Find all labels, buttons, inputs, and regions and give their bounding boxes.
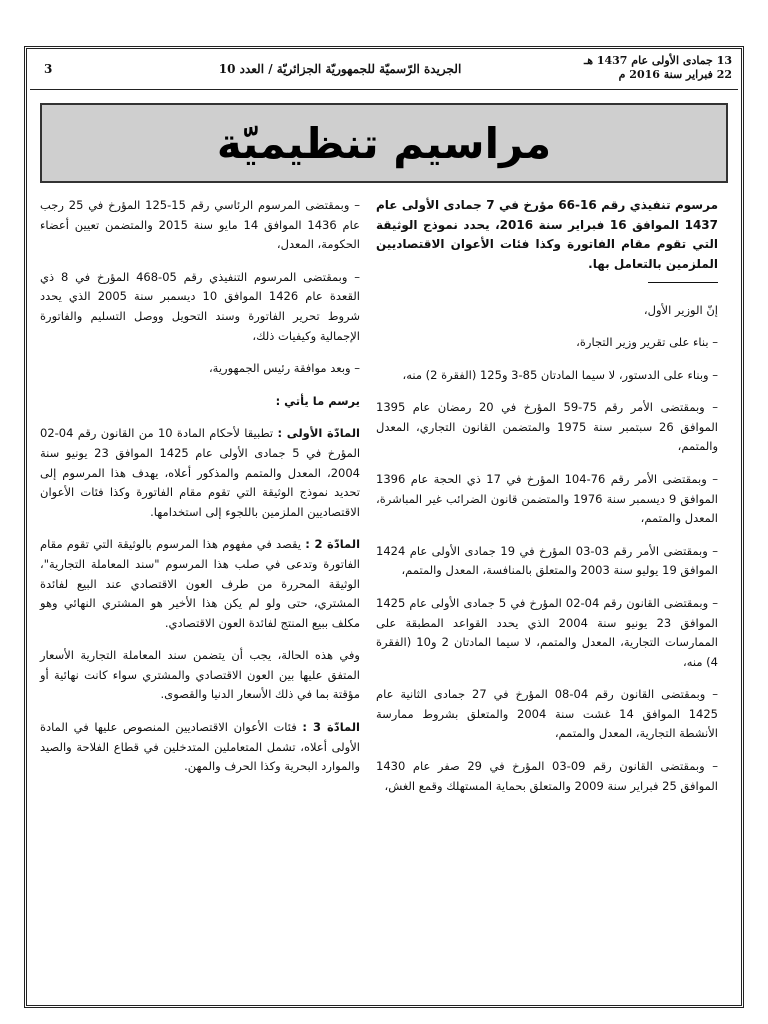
section-title: مراسيم تنظيميّة [216,118,552,168]
visa-paragraph: – وبمقتضى المرسوم التنفيذي رقم 05-468 المؤرخ في 8 ذي القعدة عام 1426 الموافق 10 ديسمبر سنة 2005 الذي يحدد شروط تحرير الفاتورة وسند التحويل ووصل التسليم والفاتورة الإجمالية وكيفيات ذلك، [40,269,360,343]
decrees-heading: يرسم ما يأتي : [275,393,360,408]
prime-minister-line: إنّ الوزير الأول، [643,303,718,318]
right-column [376,196,718,809]
visa-paragraph: – وبمقتضى الأمر رقم 75-59 المؤرخ في 20 رمضان عام 1395 الموافق 26 سبتمبر سنة 1975 والمتضمن القانون التجاري، المعدل والمتمم، [376,400,718,454]
article-label: المادّة 3 : [302,720,361,735]
article-text: فئات الأعوان الاقتصاديين المنصوص عليها في المادة الأولى أعلاه، تشمل المتعاملين المتدخلين في قطاع الفلاحة والصيد والموارد البحرية وكذا الحرف والمهن. [40,720,360,774]
visa-paragraph: – وبمقتضى القانون رقم 04-08 المؤرخ في 27 جمادى الثانية عام 1425 الموافق 14 غشت سنة 2004 والمتعلق بشروط ممارسة الأنشطة التجارية، المعدل والمتمم، [376,687,718,741]
title-separator [648,282,718,283]
article-paragraph [40,424,360,522]
article-text: يقصد في مفهوم هذا المرسوم بالوثيقة التي تقوم مقام الفاتورة وتدعى في صلب هذا المرسوم "سند المعاملة التجارية"، الوثيقة المحررة من طرف العون الاقتصادي عند البيع لفائدة المشتري، حتى ولو لم يكن هذا الأخير هو المشتري النهائي وهو مكلف ببيع المنتج لفائدة العون الاقتصادي. [40,537,360,630]
visa-paragraph: – وبعد موافقة رئيس الجمهورية، [208,361,360,376]
article-label: المادّة 2 : [305,537,361,552]
visa-paragraph: – وبمقتضى القانون رقم 04-02 المؤرخ في 5 جمادى الأولى عام 1425 الموافق 23 يونيو سنة 2004 الذي يحدد القواعد المطبقة على الممارسات التجارية، المعدل والمتمم، لا سيما المادتان 2 و10 (الفقرة 4) منه، [376,595,719,669]
article-paragraph [40,535,360,633]
page-header [30,52,738,90]
visa-paragraph: – وبمقتضى الأمر رقم 76-104 المؤرخ في 17 ذي الحجة عام 1396 الموافق 9 ديسمبر سنة 1976 والمتضمن قانون الضرائب غير المباشرة، المعدل والمتمم، [376,471,718,526]
left-column [40,196,360,790]
decree-title: مرسوم تنفيذي رقم 16-66 مؤرخ في 7 جمادى الأولى عام 1437 الموافق 16 فبراير سنة 2016، يحدد نموذج الوثيقة التي تقوم مقام الفاتورة وكذا فئات الأعوان الاقتصاديين الملزمين بالتعامل بها. [376,198,718,271]
header-divider [30,89,738,90]
page-number: 3 [44,62,53,76]
header-date [584,54,732,82]
visa-paragraph: – وبمقتضى الأمر رقم 03-03 المؤرخ في 19 جمادى الأولى عام 1424 الموافق 19 يوليو سنة 2003 والمتعلق بالمنافسة، المعدل والمتمم، [376,543,718,578]
article-paragraph [40,646,360,705]
article-label: المادّة الأولى : [277,426,360,441]
article-text: وفي هذه الحالة، يجب أن يتضمن سند المعاملة التجارية الأسعار المتفق عليها بين العون الاقتصادي والمشتري سواء كانت نهائية أو مؤقتة بما في ذلك الأسعار الدنيا والقصوى. [40,648,360,702]
article-paragraph [40,718,360,777]
visa-paragraph: – وبمقتضى المرسوم الرئاسي رقم 15-125 المؤرخ في 25 رجب عام 1436 الموافق 14 مايو سنة 2015 والمتضمن تعيين أعضاء الحكومة، المعدل، [40,198,360,252]
article-text: تطبيقا لأحكام المادة 10 من القانون رقم 04-02 المؤرخ في 5 جمادى الأولى عام 1425 الموافق 23 يونيو سنة 2004، المعدل والمتمم والمذكور أعلاه، يهدف هذا المرسوم إلى تحديد نموذج الوثيقة التي تقوم مقام الفاتورة وكذا فئات الأعوان الاقتصاديين الملزمين باللجوء إلى استخدامها. [40,426,361,519]
visa-paragraph: – وبمقتضى القانون رقم 09-03 المؤرخ في 29 صفر عام 1430 الموافق 25 فبراير سنة 2009 والمتعلق بحماية المستهلك وقمع الغش، [376,759,718,793]
section-banner [40,103,728,183]
visa-paragraph: – وبناء على الدستور، لا سيما المادتان 85-3 و125 (الفقرة 2) منه، [402,367,718,382]
journal-title: الجريدة الرّسميّة للجمهوريّة الجزائريّة / العدد 10 [218,62,462,76]
header-date-gregorian: 22 فبراير سنة 2016 م [618,68,732,81]
visa-paragraph: – بناء على تقرير وزير التجارة، [576,334,718,349]
header-date-hijri: 13 جمادى الأولى عام 1437 هـ [583,54,732,67]
